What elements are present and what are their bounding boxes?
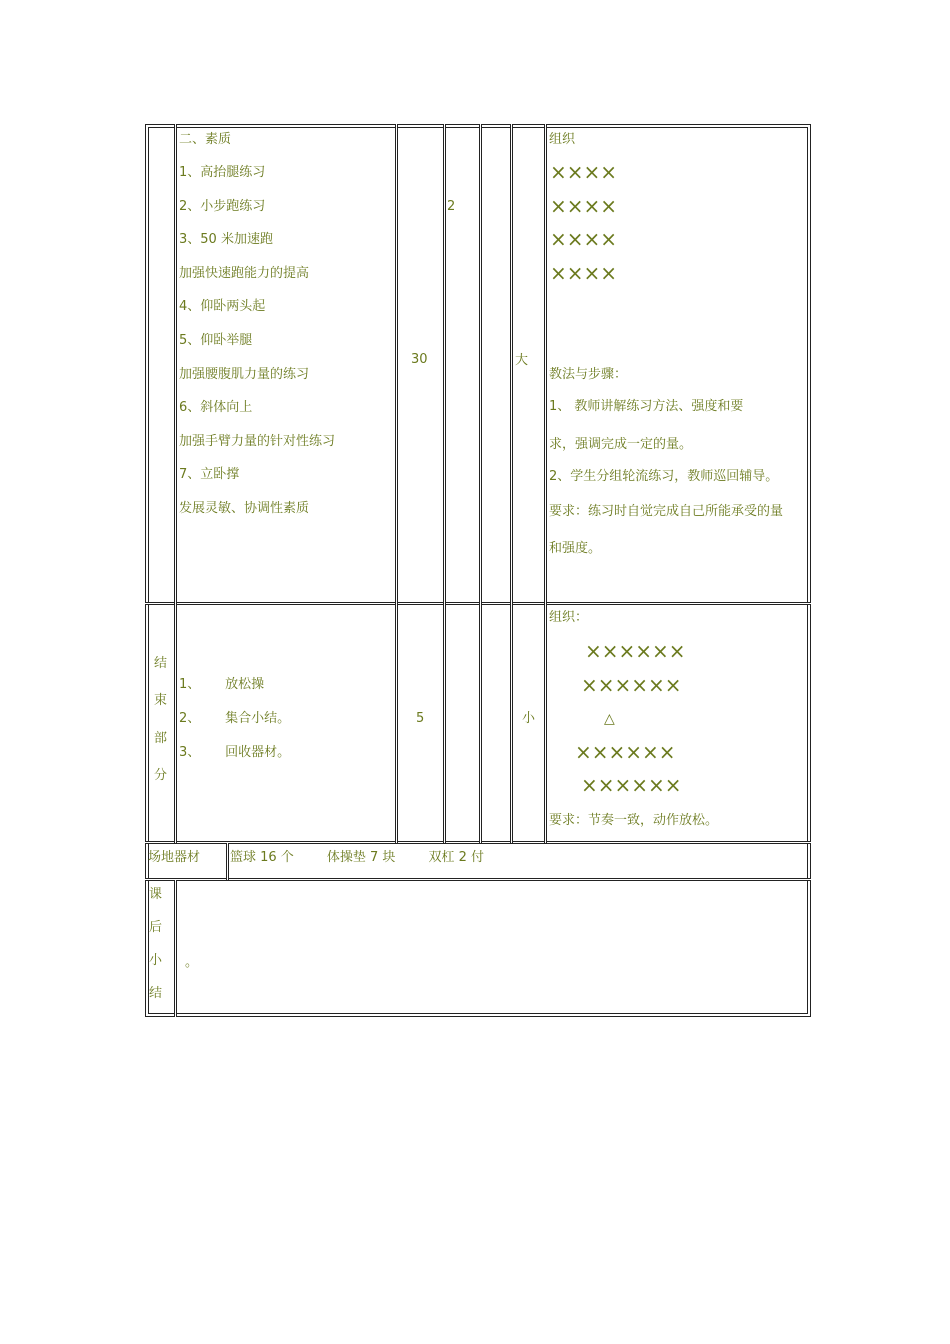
content-line: 加强腰腹肌力量的练习: [179, 367, 310, 382]
method-line: 1、 教师讲解练习方法、强度和要: [549, 399, 744, 414]
method-line: 求，强调完成一定的量。: [549, 437, 693, 452]
formation-row: ××××: [550, 227, 618, 251]
summary-label-char: 结: [149, 986, 163, 1001]
equipment-value: 篮球 16 个 体操垫 7 块 双杠 2 付: [230, 850, 484, 865]
summary-value: 。: [185, 955, 199, 970]
equipment-label: 场地器材: [148, 850, 201, 865]
time-value: 30: [411, 352, 428, 367]
col-divider: [443, 124, 446, 843]
table-outer-border: [145, 124, 811, 1017]
organization-label: 组织：: [549, 610, 589, 625]
summary-label-char: 小: [149, 953, 163, 968]
col-divider: [479, 124, 482, 843]
content-line: 二、素质: [179, 132, 232, 147]
content-line: 2、 集合小结。: [179, 711, 291, 726]
content-line: 4、仰卧两头起: [179, 299, 266, 314]
content-line: 6、斜体向上: [179, 400, 253, 415]
formation-row: ××××××: [581, 673, 682, 697]
intensity-value: 小: [522, 711, 536, 726]
content-line: 加强快速跑能力的提高: [179, 266, 310, 281]
content-line: 5、仰卧举腿: [179, 333, 253, 348]
part-label-char: 分: [154, 768, 168, 783]
time-value: 5: [416, 711, 425, 726]
organization-label: 组织: [549, 132, 576, 147]
row-divider: [145, 878, 811, 881]
part-label-char: 结: [154, 656, 168, 671]
summary-label-char: 后: [149, 920, 163, 935]
method-title: 教法与步骤：: [549, 367, 628, 382]
lesson-plan-table: [145, 124, 811, 1017]
content-line: 2、小步跑练习: [179, 199, 266, 214]
content-line: 3、50 米加速跑: [179, 232, 273, 247]
content-line: 1、高抬腿练习: [179, 165, 266, 180]
col-divider: [510, 124, 513, 843]
row-divider: [145, 602, 811, 605]
col-divider: [174, 124, 177, 843]
content-line: 7、立卧撑: [179, 467, 240, 482]
formation-row: ××××××: [581, 773, 682, 797]
content-line: 1、 放松操: [179, 677, 265, 692]
content-line: 发展灵敏、协调性素质: [179, 501, 310, 516]
method-line: 要求：练习时自觉完成自己所能承受的量: [549, 504, 784, 519]
formation-row: ××××: [550, 160, 618, 184]
part-label-char: 束: [154, 693, 168, 708]
col-divider: [226, 843, 229, 880]
formation-row: ××××: [550, 261, 618, 285]
teacher-position-triangle: △: [604, 711, 615, 727]
times-value: 2: [447, 199, 456, 214]
formation-row: ××××: [550, 194, 618, 218]
content-line: 3、 回收器材。: [179, 745, 291, 760]
col-divider: [174, 880, 177, 1017]
col-divider: [395, 124, 398, 843]
part-label-char: 部: [154, 731, 168, 746]
intensity-value: 大: [515, 353, 529, 368]
method-line: 和强度。: [549, 541, 602, 556]
summary-label-char: 课: [149, 887, 163, 902]
formation-row: ××××××: [585, 639, 686, 663]
requirement-text: 要求：节奏一致，动作放松。: [549, 813, 719, 828]
row-divider: [145, 841, 811, 844]
col-divider: [544, 124, 547, 843]
formation-row: ××××××: [575, 740, 676, 764]
content-line: 加强手臂力量的针对性练习: [179, 434, 336, 449]
method-line: 2、学生分组轮流练习，教师巡回辅导。: [549, 469, 779, 484]
